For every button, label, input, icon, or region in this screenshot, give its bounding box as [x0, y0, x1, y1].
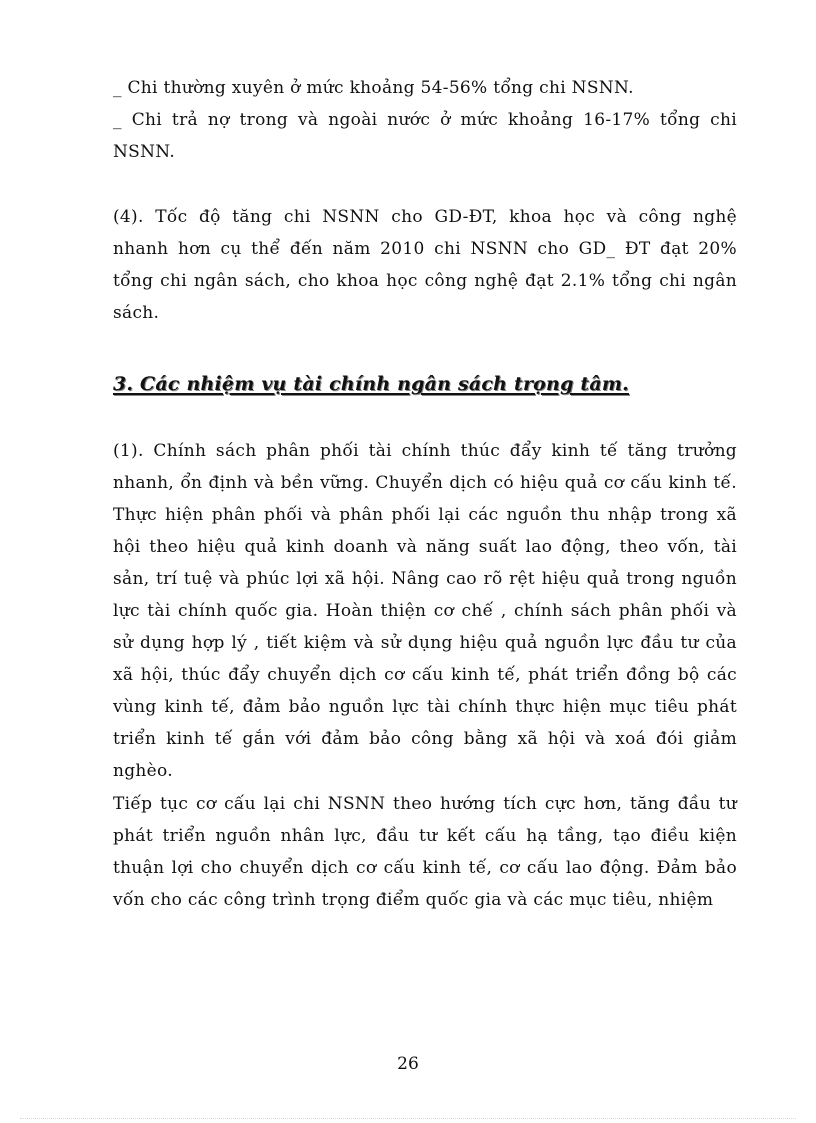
page-number: 26	[397, 1054, 419, 1074]
paragraph-continue-line: vốn cho các công trình trọng điểm quốc gia và các mục tiêu, nhiệm	[113, 890, 714, 910]
page-bottom-divider	[20, 1118, 796, 1119]
paragraph-1-line: sử dụng hợp lý , tiết kiệm và sử dụng hiệu quả nguồn lực đầu tư của	[113, 633, 737, 653]
paragraph-continue-line: Tiếp tục cơ cấu lại chi NSNN theo hướng tích cực hơn, tăng đầu tư	[113, 794, 737, 814]
paragraph-1-line: nhanh, ổn định và bền vững. Chuyển dịch có hiệu quả cơ cấu kinh tế.	[113, 473, 737, 493]
paragraph-1-line: triển kinh tế gắn với đảm bảo công bằng xã hội và xoá đói giảm	[113, 729, 737, 749]
paragraph-1-line: (1). Chính sách phân phối tài chính thúc đẩy kinh tế tăng trưởng	[113, 441, 737, 461]
paragraph-continue-line: thuận lợi cho chuyển dịch cơ cấu kinh tế, cơ cấu lao động. Đảm bảo	[113, 858, 737, 878]
paragraph-4-line: nhanh hơn cụ thể đến năm 2010 chi NSNN cho GD_ ĐT đạt 20%	[113, 239, 737, 259]
paragraph-4-line: (4). Tốc độ tăng chi NSNN cho GD-ĐT, khoa học và công nghệ	[113, 207, 737, 227]
paragraph-1-line: sản, trí tuệ và phúc lợi xã hội. Nâng cao rõ rệt hiệu quả trong nguồn	[113, 569, 737, 589]
paragraph-4-line: tổng chi ngân sách, cho khoa học công nghệ đạt 2.1% tổng chi ngân	[113, 271, 737, 291]
bullet-line-recurrent-spending: _ Chi thường xuyên ở mức khoảng 54-56% tổng chi NSNN.	[113, 78, 634, 98]
bullet-line-debt-repayment-end: NSNN.	[113, 142, 176, 162]
paragraph-4-line: sách.	[113, 303, 160, 323]
paragraph-continue-line: phát triển nguồn nhân lực, đầu tư kết cấu hạ tầng, tạo điều kiện	[113, 826, 737, 846]
paragraph-1-line: vùng kinh tế, đảm bảo nguồn lực tài chính thực hiện mục tiêu phát	[113, 697, 737, 717]
section-heading: 3. Các nhiệm vụ tài chính ngân sách trọng tâm.	[113, 373, 629, 395]
paragraph-1-line: Thực hiện phân phối và phân phối lại các nguồn thu nhập trong xã	[113, 505, 737, 525]
paragraph-1-line: nghèo.	[113, 761, 173, 781]
paragraph-1-line: hội theo hiệu quả kinh doanh và năng suất lao động, theo vốn, tài	[113, 537, 737, 557]
paragraph-1-line: lực tài chính quốc gia. Hoàn thiện cơ chế , chính sách phân phối và	[113, 601, 737, 621]
paragraph-1-line: xã hội, thúc đẩy chuyển dịch cơ cấu kinh tế, phát triển đồng bộ các	[113, 665, 737, 685]
bullet-line-debt-repayment: _ Chi trả nợ trong và ngoài nước ở mức khoảng 16-17% tổng chi	[113, 110, 737, 130]
